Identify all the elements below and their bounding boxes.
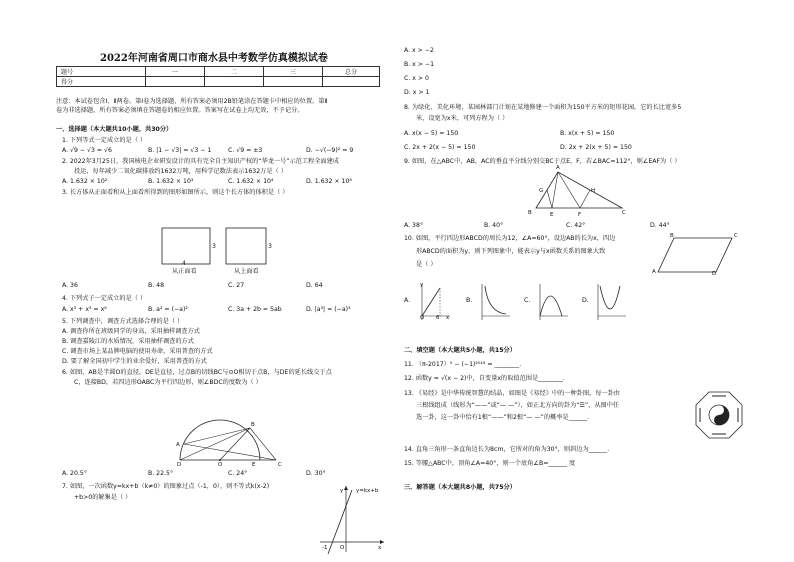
score-cell[interactable]	[323, 77, 380, 87]
q7-option-b: B. x > −1	[404, 61, 435, 68]
score-row-label: 得分	[57, 77, 146, 87]
q2-option-a: A. 1.632 × 10²	[62, 178, 108, 185]
q6-label-o: O	[218, 462, 223, 468]
q10-graph-label-o: O	[420, 315, 425, 321]
q1-option-d: D. −√(−9)² = 9	[306, 147, 354, 154]
q9-label-h: H	[591, 188, 596, 194]
q7-option-c: C. x > 0	[404, 75, 429, 82]
q6-option-a: A. 20.5°	[62, 470, 87, 477]
q9-stem: 9. 如图，在△ABC中，AB，AC的垂直平分线分别交BC于点E，F，若∠BAC=112°，则∠EAF为（ ）	[404, 158, 681, 165]
q10-graph-label-6: 6	[436, 315, 440, 321]
score-cell[interactable]	[264, 77, 323, 87]
q8-stem-line2: 米，设宽为x米，可列方程为（ ）	[416, 115, 509, 122]
q10a-curve	[422, 288, 440, 316]
q6-label-c: C	[278, 462, 282, 468]
q4-option-c: C. 3a + 2b = 5ab	[228, 306, 282, 313]
q3-label-3b: 3	[268, 243, 272, 250]
q2-stem-line1: 2. 2022年3月25日，我国核电企业研发设计的具有完全自主知识产权的“华龙一号”示范工程全面建成	[62, 158, 339, 165]
q2-option-c: C. 1.632 × 10⁴	[228, 178, 274, 185]
q1-option-c: C. √9 = ±3	[228, 147, 263, 154]
q10-option-d: D.	[582, 297, 589, 304]
q14: 14. 直角三角形一条直角边长为8cm，它所对的角为30°，则斜边为______.	[404, 446, 610, 453]
q3-label-top: 从上面看	[234, 268, 259, 275]
q8-stem-line1: 8. 为绿化、美化环境，某园林部门计划在某地修建一个面积为150平方米的矩形花园，它的长比宽多5	[404, 104, 682, 111]
q9-label-e: E	[550, 212, 554, 218]
q8-option-d: D. 2x + 2(x + 5) = 150	[560, 144, 632, 151]
q10-graph-b	[476, 282, 512, 322]
q11: 11. （π-2017）⁰ − (−1)²⁰¹⁸ = ________.	[404, 361, 522, 368]
q6-semicircle	[180, 420, 260, 460]
q1-option-a: A. √9 − √3 = √6	[62, 147, 112, 154]
q2-stem-line2: 投运，每年减少二氧化碳排放约1632万吨，用科学记数法表示1632万是（ ）	[74, 168, 287, 175]
q10-option-a: A.	[404, 297, 411, 304]
q9-bisector-hf	[580, 190, 590, 208]
section2-heading: 二、填空题（本大题共5小题，共15分）	[404, 347, 516, 354]
q9-segment-af	[558, 172, 580, 208]
q6-segment-ob	[220, 428, 250, 460]
q10-option-b: B.	[466, 297, 473, 304]
q9-option-a: A. 38°	[404, 222, 424, 229]
q9-option-d: D. 44°	[650, 222, 670, 229]
q13-line2: 三根线组成（线形为“——”或“— —”），如正北方向的卦为“☰”，从图中任	[416, 402, 620, 409]
q10-parallelogram	[658, 238, 732, 272]
q3-option-a: A. 36	[62, 282, 78, 289]
score-header-cell: 总分	[323, 67, 380, 77]
q6-segment-db	[184, 428, 250, 444]
q10-label-b: B	[670, 233, 674, 239]
q8-option-a: A. x(x − 5) = 150	[404, 130, 459, 137]
q6-stem-line1: 6. 如图，AB是半圆O的直径，DE是直径，过点B的切线BC与⊙O相切于点B，与DE的延长线交于点	[62, 369, 332, 376]
q15: 15. 等腰△ABC中，顶角∠A=40°，则一个底角∠B=______ 度	[404, 460, 576, 467]
q7-option-d: D. x > 1	[404, 89, 430, 96]
q2-option-b: B. 1.632 × 10³	[148, 178, 194, 185]
q13-line1: 13. 《易经》是中华传统智慧的结晶，如图是《易经》中的一种卦图，每一卦由	[404, 390, 620, 397]
q10-option-c: C.	[524, 297, 531, 304]
q3-label-3a: 3	[212, 243, 216, 250]
q7-stem-line2: +b>0的解集是（ ）	[74, 494, 132, 501]
q6-figure	[170, 420, 290, 470]
q9-label-c: C	[622, 210, 626, 216]
q9-label-f: F	[578, 212, 582, 218]
notice-line-1: 注意：本试卷包含Ⅰ、Ⅱ两卷。第Ⅰ卷为选择题，所有答案必须用2B铅笔涂在答题卡中相应的位置。第Ⅱ	[56, 98, 328, 105]
score-cell[interactable]	[205, 77, 264, 87]
q9-bisector-ge	[547, 190, 552, 208]
q5-option-d: D. 要了解全国初中学生的业余爱好，采用普查的方式	[62, 358, 207, 365]
q6-tangent-bc	[250, 428, 276, 460]
q7-label-x: x	[378, 545, 382, 551]
exam-title: 2022年河南省周口市商水县中考数学仿真模拟试卷	[100, 53, 328, 64]
q3-label-front: 从正面看	[172, 268, 197, 275]
score-table-row	[57, 77, 380, 87]
q10b-curve	[485, 286, 506, 314]
q7-label-neg1: -1	[322, 545, 328, 551]
q3-option-c: C. 27	[228, 282, 245, 289]
q6-label-d: D	[177, 462, 182, 468]
q8-option-c: C. 2x + 2(x − 5) = 150	[404, 144, 476, 151]
q3-option-d: D. 64	[306, 282, 323, 289]
q4-option-a: A. x³ + x³ = x⁶	[62, 306, 107, 313]
q4-option-b: B. a² = (−a)²	[148, 306, 188, 313]
score-header-cell: 题号	[57, 67, 146, 77]
q6-option-d: D. 30°	[306, 470, 326, 477]
q4-stem: 4. 下列式子一定成立的是（ ）	[62, 295, 147, 302]
q10-graph-c	[534, 282, 570, 322]
q7-option-a: A. x > −2	[404, 47, 434, 54]
q8-option-b: B. x(x + 5) = 150	[560, 130, 615, 137]
section1-heading: 一、选择题（本大题共10小题，共30分）	[56, 126, 173, 133]
q13-line3: 选一卦，这一卦中恰有1根“——”和2根“— —”的概率是______.	[416, 414, 590, 421]
score-header-cell: 一	[146, 67, 205, 77]
q10d-curve	[600, 286, 620, 309]
q10-stem-line1: 10. 如图，平行四边形ABCD的周长为12，∠A=60°，设边AB的长为x，四边	[404, 235, 616, 242]
score-table	[56, 66, 380, 87]
q5-option-b: B. 调查嘉陵江的水质情况，采用抽样调查的方式	[62, 338, 194, 345]
q10-stem-line2: 形ABCD的面积为y，则下列图象中，能表示y与x函数关系的图象大致	[416, 248, 606, 255]
q3-label-4: 4	[182, 260, 186, 267]
q3-option-b: B. 48	[148, 282, 165, 289]
q10-graph-d	[592, 282, 628, 322]
q10c-curve	[540, 296, 562, 316]
q7-y-arrow	[344, 486, 348, 490]
q13-bagua-figure	[694, 390, 744, 440]
q9-label-a: A	[556, 165, 560, 171]
q10-stem-line3: 是（ ）	[416, 261, 437, 268]
q3-stem: 3. 长方体从正面看和从上面看所得到的图形如图所示，则这个长方体的体积是（ ）	[62, 189, 289, 196]
q9-label-b: B	[528, 210, 532, 216]
q4-option-d: D. |a³| = (−a)³	[306, 306, 351, 313]
score-header-cell: 三	[264, 67, 323, 77]
q6-option-b: B. 22.5°	[148, 470, 174, 477]
q7-label-y: y	[340, 488, 344, 494]
q3-front-view-rect	[162, 228, 210, 264]
q5-option-c: C. 调查市场上某品牌电脑的使用寿命，采用普查的方式	[62, 348, 213, 355]
q10-graph-label-x: x	[446, 315, 450, 321]
q2-option-d: D. 1.632 × 10⁸	[306, 178, 352, 185]
q7-label-o: O	[340, 545, 345, 551]
q9-triangle	[536, 172, 622, 208]
q10-label-d: D	[712, 271, 717, 277]
score-cell[interactable]	[146, 77, 205, 87]
q9-option-c: C. 42°	[566, 222, 586, 229]
q7-stem-line1: 7. 如图，一次函数y=kx+b（k≠0）的图象过点（-1，0），则不等式k(x-2)	[62, 483, 270, 490]
section3-heading: 三、解答题（本大题共8小题，共75分）	[404, 484, 516, 491]
q9-label-g: G	[539, 188, 544, 194]
q6-stem-line2: C，连接BD，若四边形OABC为平行四边形，则∠BDC的度数为（ ）	[74, 379, 262, 386]
q12: 12. 函数y = √(x − 2)中，自变量x的取值范围是________.	[404, 375, 565, 382]
q5-stem: 5. 下列调查中，调查方式选择合理的是（ ）	[62, 318, 184, 325]
q5-option-a: A. 调查你所在班级同学的身高，采用抽样调查方式	[62, 328, 200, 335]
score-table-header	[57, 67, 380, 77]
q6-label-b: B	[251, 422, 255, 428]
q10-graph-label-y: y	[420, 282, 424, 288]
q6-label-a: A	[176, 442, 180, 448]
score-header-cell: 二	[205, 67, 264, 77]
q6-label-e: E	[252, 462, 256, 468]
notice-line-2: 卷为非选择题，所有答案必须填在答题卷的相应位置。答案写在试卷上均无效，不予记分。	[56, 107, 304, 114]
q7-label-eq: y=kx+b	[356, 488, 379, 494]
q9-option-b: B. 40°	[484, 222, 504, 229]
q10-label-a: A	[652, 269, 656, 275]
q10-parallelogram-figure	[652, 234, 734, 278]
q1-option-b: B. |1 − √3| = √3 − 1	[148, 147, 212, 154]
q1-stem: 1. 下列等式一定成立的是（ ）	[62, 137, 147, 144]
q3-top-view-rect	[226, 228, 266, 264]
q10-label-c: C	[734, 233, 738, 239]
q6-option-c: C. 24°	[228, 470, 248, 477]
